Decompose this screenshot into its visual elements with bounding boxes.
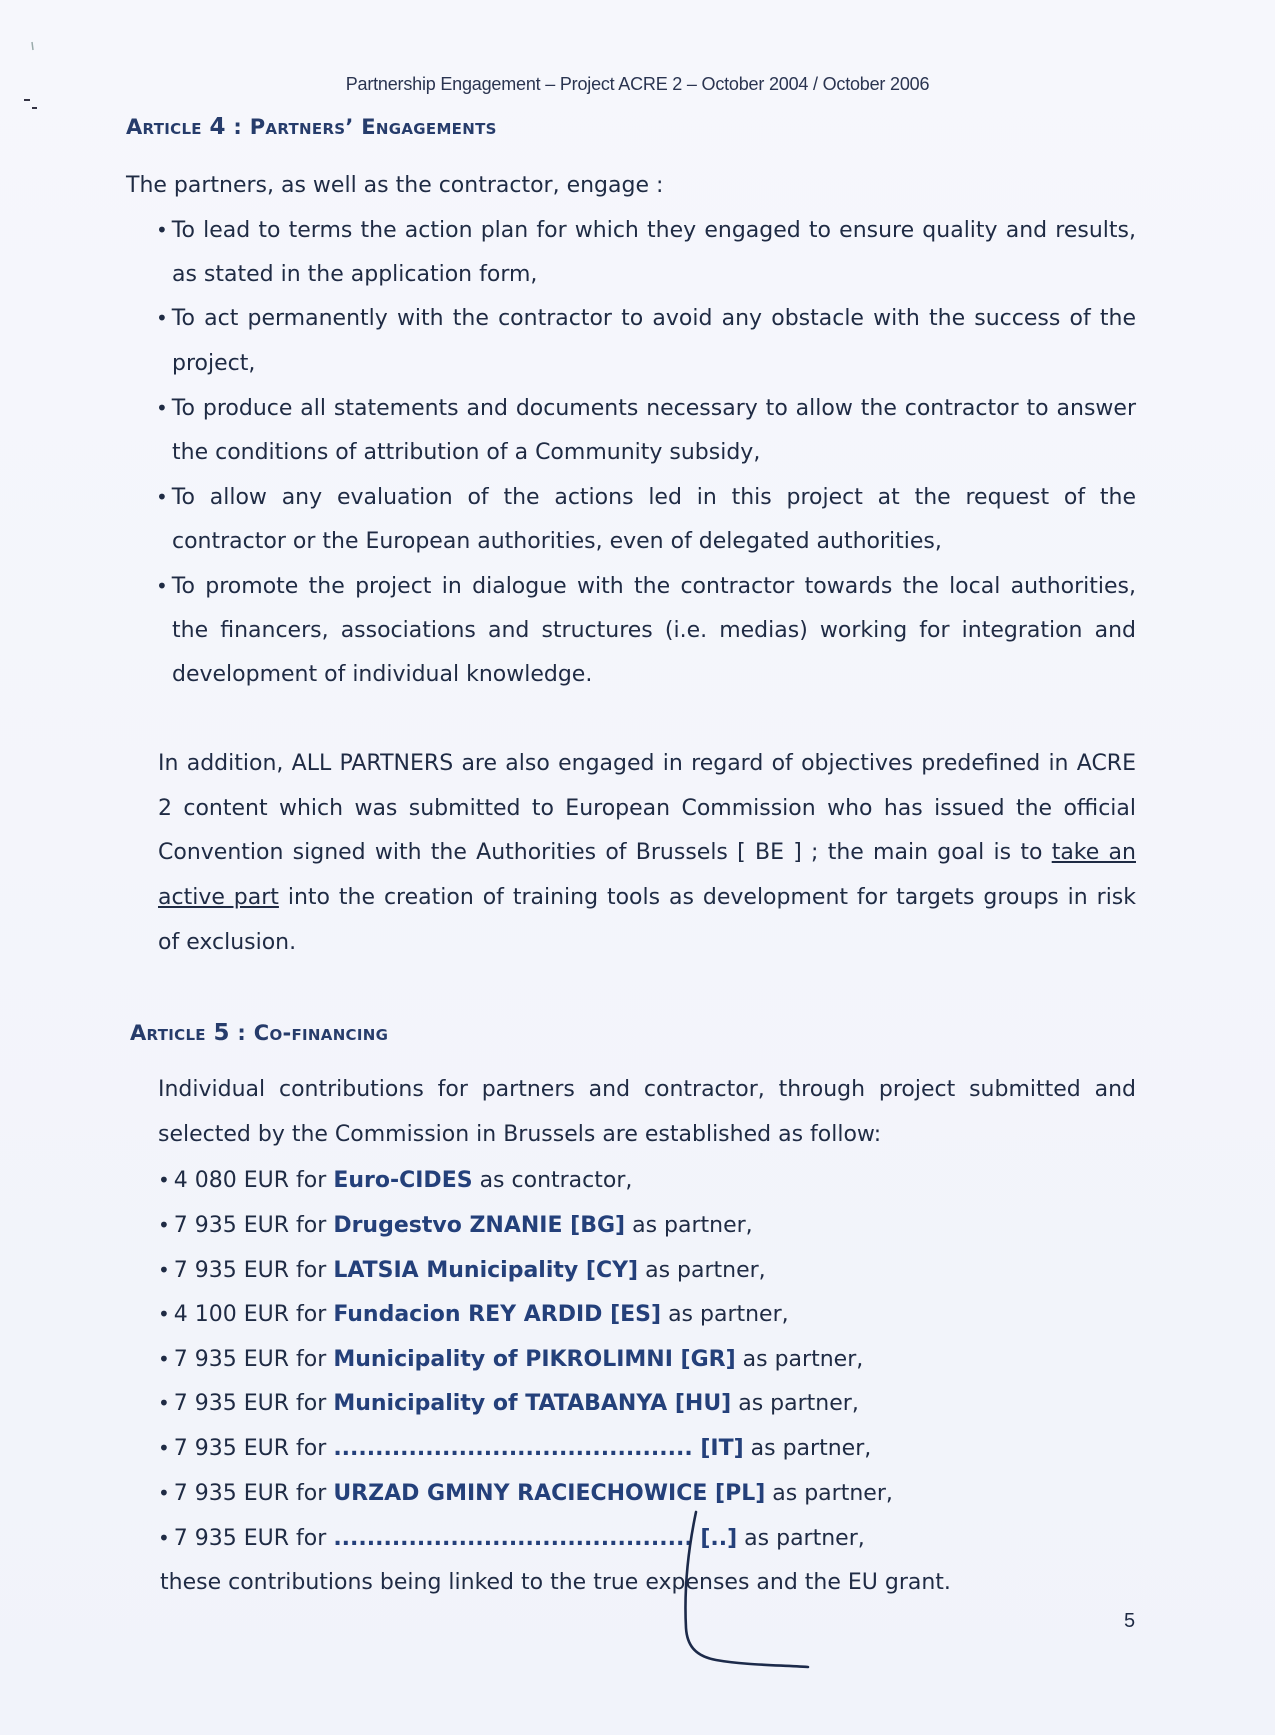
bullet-dot-icon: • xyxy=(158,1168,170,1192)
bullet-dot-icon: • xyxy=(158,1391,170,1415)
bullet-dot-icon: • xyxy=(158,1347,170,1371)
article-label: Article xyxy=(130,1021,206,1045)
underlined-text: take an xyxy=(1051,840,1136,865)
article-5-heading xyxy=(130,1020,388,1046)
bullet-dot-icon: • xyxy=(156,485,168,509)
bullet-dot-icon: • xyxy=(158,1436,170,1460)
underlined-text: active part xyxy=(158,885,279,910)
engagement-bullet-3: • To produce all statements and documents necessary to allow the contractor to answer xyxy=(156,396,1136,421)
article-label: Article xyxy=(126,115,202,139)
contribution-item: • 4 100 EUR for Fundacion REY ARDID [ES] as partner, xyxy=(158,1302,789,1327)
engagement-bullet-2-cont: project, xyxy=(172,351,256,376)
bullet-dot-icon: • xyxy=(156,396,168,420)
article-number: 5 xyxy=(213,1020,230,1046)
contribution-item: • 7 935 EUR for ........................................... [IT] as partner, xyxy=(158,1436,872,1461)
engagement-bullet-5-cont: the financers, associations and structures (i.e. medias) working for integration and xyxy=(172,618,1136,643)
engagement-bullet-5: • To promote the project in dialogue with the contractor towards the local authorities, xyxy=(156,574,1136,599)
engagement-bullet-1: • To lead to terms the action plan for which they engaged to ensure quality and results, xyxy=(156,218,1136,243)
engagement-bullet-4: • To allow any evaluation of the actions led in this project at the request of the xyxy=(156,485,1136,510)
article-5-intro-2: selected by the Commission in Brussels are established as follow: xyxy=(158,1122,882,1147)
running-header: Partnership Engagement – Project ACRE 2 – October 2004 / October 2006 xyxy=(345,74,930,94)
bullet-dot-icon: • xyxy=(156,574,168,598)
addition-line-1: In addition, ALL PARTNERS are also engaged in regard of objectives predefined in ACRE xyxy=(158,751,1136,776)
addition-line-4: active part into the creation of training tools as development for targets groups in risk xyxy=(158,885,1137,910)
engagement-bullet-3-cont: the conditions of attribution of a Community subsidy, xyxy=(172,440,761,465)
contribution-item: • 7 935 EUR for Drugestvo ZNANIE [BG] as partner, xyxy=(158,1213,753,1238)
article-5-closing: these contributions being linked to the true expenses and the EU grant. xyxy=(160,1570,951,1595)
contribution-item: • 7 935 EUR for Municipality of PIKROLIMNI [GR] as partner, xyxy=(158,1347,864,1372)
contribution-item: • 7 935 EUR for URZAD GMINY RACIECHOWICE [PL] as partner, xyxy=(158,1481,893,1506)
page-number: 5 xyxy=(1124,1610,1136,1632)
addition-line-3: Convention signed with the Authorities of Brussels [ BE ] ; the main goal is to take an xyxy=(158,840,1136,865)
article-5-intro-1: Individual contributions for partners and contractor, through project submitted and xyxy=(158,1077,1136,1102)
bullet-dot-icon: • xyxy=(156,218,168,242)
addition-line-5: of exclusion. xyxy=(158,930,297,955)
bullet-dot-icon: • xyxy=(156,306,168,330)
engagement-bullet-4-cont: contractor or the European authorities, even of delegated authorities, xyxy=(172,529,942,554)
contribution-item: • 7 935 EUR for Municipality of TATABANYA [HU] as partner, xyxy=(158,1391,859,1416)
bullet-dot-icon: • xyxy=(158,1258,170,1282)
bullet-dot-icon: • xyxy=(158,1526,170,1550)
article-number: 4 xyxy=(209,114,226,140)
contribution-item: • 7 935 EUR for LATSIA Municipality [CY] as partner, xyxy=(158,1258,766,1283)
addition-line-2: 2 content which was submitted to European Commission who has issued the official xyxy=(158,796,1136,821)
bullet-dot-icon: • xyxy=(158,1481,170,1505)
engagement-bullet-2: • To act permanently with the contractor to avoid any obstacle with the success of the xyxy=(156,306,1136,331)
article-title: : Co-financing xyxy=(237,1021,389,1045)
contribution-item: • 7 935 EUR for ........................................... [..] as partner, xyxy=(158,1526,865,1551)
article-4-heading xyxy=(126,114,497,140)
engagement-bullet-1-cont: as stated in the application form, xyxy=(172,262,538,287)
contribution-item: • 4 080 EUR for Euro-CIDES as contractor, xyxy=(158,1168,633,1193)
engagement-bullet-5-cont2: development of individual knowledge. xyxy=(172,662,593,687)
article-4-intro: The partners, as well as the contractor, engage : xyxy=(126,173,664,198)
bullet-dot-icon: • xyxy=(158,1213,170,1237)
bullet-dot-icon: • xyxy=(158,1302,170,1326)
article-title: : Partners’ Engagements xyxy=(233,115,497,139)
handwritten-signature xyxy=(660,1510,820,1670)
